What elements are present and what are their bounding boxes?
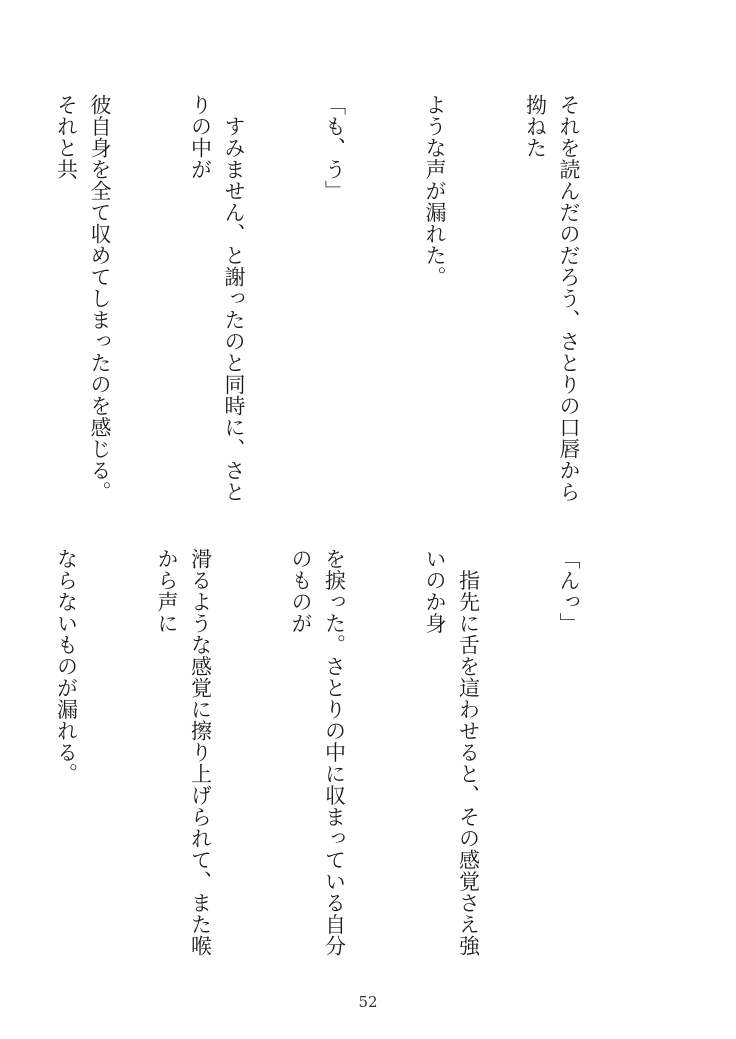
text-line: ような声が漏れた。 (423, 94, 447, 288)
text-line: 「んっ」 (557, 548, 581, 634)
page-number: 52 (358, 993, 378, 1011)
text-line: 「も、う」 (322, 94, 347, 202)
text-line: 滑るような感覚に擦り上げられて、また喉から声に (155, 548, 213, 957)
text-line: ならないものが漏れる。 (54, 548, 79, 785)
text-line: それを読んだのだろう、さとりの口唇から拗ねた (523, 94, 581, 503)
upper-text-block (54, 94, 652, 514)
text-line: 彼自身を全て収めてしまったのを感じる。それと共 (54, 94, 112, 503)
text-line: を捩った。さとりの中に収まっている自分のものが (289, 548, 347, 957)
text-line: 指先に舌を這わせると、その感覚さえ強いのか身 (423, 548, 481, 957)
lower-text-block (54, 548, 652, 968)
text-line: すみません、と謝ったのと同時に、さとりの中が (188, 94, 246, 503)
